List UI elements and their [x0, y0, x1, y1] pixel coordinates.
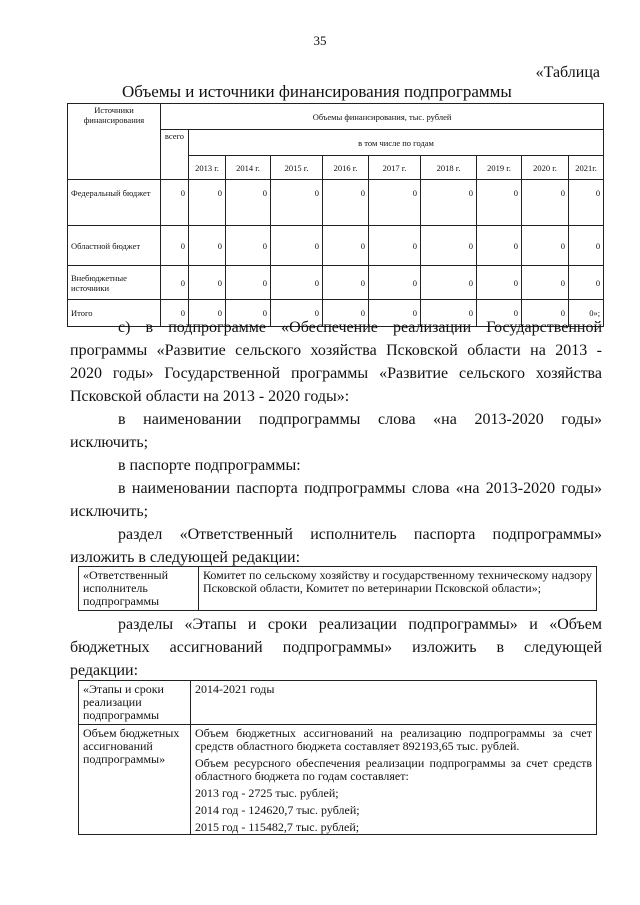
responsible-value: Комитет по сельскому хозяйству и государственному техническому надзору Псковской области, Комитет по ветеринарии Псковской области»; — [199, 567, 597, 611]
cell-value: 0 — [323, 226, 369, 266]
stages-value: 2014-2021 годы — [191, 681, 597, 725]
cell-value: 0 — [421, 266, 477, 300]
cell-value: 0 — [477, 300, 522, 327]
table-row — [68, 180, 604, 226]
year-header: 2014 г. — [226, 156, 271, 180]
cell-value: 0 — [522, 180, 569, 226]
cell-value: 0 — [226, 266, 271, 300]
cell-value: 0 — [369, 300, 421, 327]
row-label: Федеральный бюджет — [68, 180, 161, 226]
cell-value: 0 — [323, 300, 369, 327]
cell-value: 0 — [161, 266, 189, 300]
page-number: 35 — [313, 33, 327, 48]
budget-label: Объем бюджетных ассигнований подпрограммы» — [79, 725, 191, 835]
cell-value: 0 — [421, 180, 477, 226]
cell-value: 0 — [369, 226, 421, 266]
cell-value: 0 — [271, 300, 323, 327]
cell-value: 0 — [477, 226, 522, 266]
paragraph-line: исключить; — [70, 434, 149, 451]
paragraph-line: исключить; — [70, 503, 149, 520]
paragraph-line: разделы «Этапы и сроки реализации подпрограммы» и «Объем — [118, 616, 602, 633]
paragraph-line: в паспорте подпрограммы: — [118, 457, 301, 474]
cell-value: 0 — [226, 226, 271, 266]
cell-value: 0 — [522, 226, 569, 266]
paragraph-line: в наименовании подпрограммы слова «на 2013-2020 годы» — [118, 411, 602, 428]
year-header: 2017 г. — [369, 156, 421, 180]
cell-value: 0 — [189, 226, 226, 266]
cell-value: 0 — [271, 180, 323, 226]
cell-value: 0 — [161, 300, 189, 327]
budget-year-line: 2014 год - 124620,7 тыс. рублей; — [195, 803, 360, 817]
stages-budget-table — [78, 680, 597, 835]
cell-value: 0 — [226, 180, 271, 226]
cell-value: 0 — [569, 180, 604, 226]
paragraph-line: с) в подпрограмме «Обеспечение реализации Государственной — [118, 319, 602, 336]
header-by-year: в том числе по годам — [189, 130, 604, 156]
table-label: «Таблица — [535, 64, 600, 81]
financing-table — [67, 103, 604, 327]
cell-value: 0 — [569, 226, 604, 266]
cell-value: 0 — [271, 226, 323, 266]
row-label: Внебюджетные источники — [68, 266, 161, 300]
budget-year-line: 2015 год - 115482,7 тыс. рублей; — [195, 820, 360, 834]
header-amount: Объемы финансирования, тыс. рублей — [161, 104, 604, 130]
cell-value: 0 — [271, 266, 323, 300]
paragraph-line: бюджетных ассигнований подпрограммы» изложить в следующей — [70, 639, 602, 656]
paragraph-line: программы «Развитие сельского хозяйства Псковской области на 2013 - — [70, 342, 602, 359]
header-source: Источники финансирования — [68, 104, 161, 180]
cell-value: 0 — [323, 180, 369, 226]
row-label: Областной бюджет — [68, 226, 161, 266]
year-header: 2013 г. — [189, 156, 226, 180]
responsible-label: «Ответственный исполнитель подпрограммы — [79, 567, 199, 611]
year-header: 2018 г. — [421, 156, 477, 180]
cell-value: 0 — [569, 266, 604, 300]
cell-value: 0 — [161, 180, 189, 226]
year-header: 2021г. — [569, 156, 604, 180]
year-header: 2015 г. — [271, 156, 323, 180]
year-header: 2016 г. — [323, 156, 369, 180]
cell-value: 0»; — [569, 300, 604, 327]
budget-by-year-text: Объем ресурсного обеспечения реализации подпрограммы за счет средств областного бюджета по годам составляет: — [195, 756, 592, 783]
paragraph-line: раздел «Ответственный исполнитель паспорта подпрограммы» — [118, 526, 602, 543]
paragraph-line: редакции: — [70, 662, 139, 679]
cell-value: 0 — [323, 266, 369, 300]
cell-value: 0 — [189, 180, 226, 226]
table-row — [68, 266, 604, 300]
table-title: Объемы и источники финансирования подпрограммы — [122, 82, 512, 101]
budget-details — [191, 725, 597, 835]
header-total: всего — [161, 130, 189, 180]
cell-value: 0 — [421, 226, 477, 266]
cell-value: 0 — [189, 300, 226, 327]
cell-value: 0 — [369, 266, 421, 300]
cell-value: 0 — [522, 300, 569, 327]
paragraph-line: в наименовании паспорта подпрограммы слова «на 2013-2020 годы» — [118, 480, 602, 497]
stages-label: «Этапы и сроки реализации подпрограммы — [79, 681, 191, 725]
cell-value: 0 — [369, 180, 421, 226]
cell-value: 0 — [161, 226, 189, 266]
paragraph-line: Псковской области на 2013 - 2020 годы»: — [70, 388, 350, 405]
cell-value: 0 — [477, 180, 522, 226]
year-header: 2019 г. — [477, 156, 522, 180]
responsible-executor-table — [78, 566, 597, 611]
budget-total-text: Объем бюджетных ассигнований на реализацию подпрограммы за счет средств областного бюджета составляет 892193,65 тыс. рублей. — [195, 726, 592, 753]
cell-value: 0 — [522, 266, 569, 300]
cell-value: 0 — [226, 300, 271, 327]
cell-value: 0 — [189, 266, 226, 300]
year-header: 2020 г. — [522, 156, 569, 180]
paragraph-line: изложить в следующей редакции: — [70, 549, 301, 566]
paragraph-line: 2020 годы» Государственной программы «Развитие сельского хозяйства — [70, 365, 602, 382]
cell-value: 0 — [421, 300, 477, 327]
cell-value: 0 — [477, 266, 522, 300]
budget-year-line: 2013 год - 2725 тыс. рублей; — [195, 786, 339, 800]
table-row — [68, 226, 604, 266]
row-label: Итого — [68, 300, 161, 327]
